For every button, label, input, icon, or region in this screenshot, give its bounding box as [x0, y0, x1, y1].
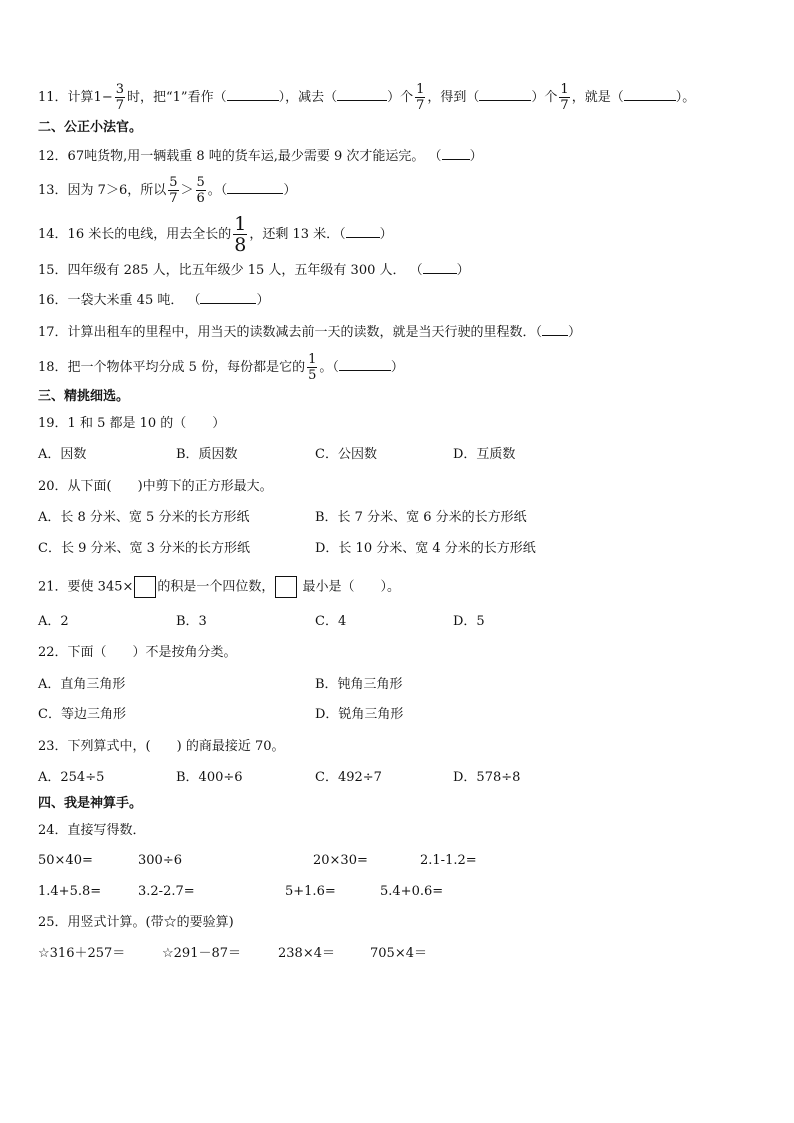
section-2-heading: 二、公正小法官。 — [38, 120, 143, 135]
option-b[interactable]: B．质因数 — [176, 447, 238, 462]
option-c[interactable]: C．等边三角形 — [38, 707, 126, 722]
option-c[interactable]: C．4 — [315, 614, 347, 629]
option-d[interactable]: D．578÷8 — [453, 770, 521, 785]
fraction-1-8: $\frac{1}{8}$ — [234, 213, 247, 256]
section-3-heading: 三、精挑细选。 — [38, 389, 130, 404]
question-17: 17．计算出租车的里程中，用当天的读数减去前一天的读数，就是当天行驶的里程数．（ ） — [38, 325, 582, 340]
option-c[interactable]: C．长 9 分米、宽 3 分米的长方形纸 — [38, 541, 251, 556]
answer-blank[interactable] — [542, 323, 568, 336]
option-a[interactable]: A．直角三角形 — [38, 677, 126, 692]
fraction-3-7: $\frac{3}{7}$ — [115, 82, 124, 113]
answer-blank[interactable] — [423, 261, 457, 274]
answer-blank[interactable] — [442, 147, 470, 160]
calc-item: 300÷6 — [138, 853, 182, 868]
question-11: 11．计算1− $\frac{3}{7}$ 时，把“1”看作（ ），减去（ ）个 $\frac{1}{7}$ ，得到（ ）个 $\frac{1}{7}$ ，就是（ ）。 — [38, 82, 696, 113]
question-25-stem: 25．用竖式计算。(带☆的要验算) — [38, 915, 234, 930]
fraction-1-7: $\frac{1}{7}$ — [416, 82, 425, 113]
calc-item: 2.1-1.2= — [420, 853, 477, 868]
calc-item: 3.2-2.7= — [138, 884, 195, 899]
vertical-calc-item: ☆291－87＝ — [162, 946, 242, 961]
question-18: 18．把一个物体平均分成 5 份，每份都是它的 $\frac{1}{5}$ 。（ ） — [38, 352, 404, 383]
answer-blank[interactable] — [339, 358, 391, 371]
question-14: 14．16 米长的电线，用去全长的 $\frac{1}{8}$ ，还剩 13 米．（ ） — [38, 213, 393, 256]
answer-box[interactable] — [275, 576, 297, 598]
vertical-calc-item: 238×4＝ — [278, 946, 335, 961]
question-22-stem: 22．下面（ ）不是按角分类。 — [38, 645, 237, 660]
option-b[interactable]: B．钝角三角形 — [315, 677, 403, 692]
answer-blank[interactable] — [227, 88, 279, 101]
answer-box[interactable] — [134, 576, 156, 598]
option-a[interactable]: A．因数 — [38, 447, 87, 462]
option-a[interactable]: A．254÷5 — [38, 770, 105, 785]
fraction-5-7: $\frac{5}{7}$ — [169, 175, 178, 206]
answer-blank[interactable] — [479, 88, 531, 101]
question-13: 13．因为 7＞6，所以 $\frac{5}{7}$ ＞ $\frac{5}{6}$ 。（ ） — [38, 175, 297, 206]
fraction-1-7: $\frac{1}{7}$ — [560, 82, 569, 113]
calc-item: 20×30= — [313, 853, 368, 868]
question-21-stem: 21．要使 345× 的积是一个四位数， 最小是（ ）。 — [38, 576, 400, 598]
option-b[interactable]: B．400÷6 — [176, 770, 243, 785]
calc-item: 1.4+5.8= — [38, 884, 102, 899]
question-15: 15．四年级有 285 人，比五年级少 15 人，五年级有 300 人． （ ） — [38, 263, 470, 278]
fraction-1-5: $\frac{1}{5}$ — [308, 352, 317, 383]
question-12: 12．67吨货物,用一辆载重 8 吨的货车运,最少需要 9 次才能运完。 （ ） — [38, 149, 483, 164]
calc-item: 5+1.6= — [285, 884, 336, 899]
section-4-heading: 四、我是神算手。 — [38, 796, 143, 811]
q11-lead: 11．计算1− — [38, 90, 113, 105]
answer-blank[interactable] — [227, 181, 283, 194]
option-d[interactable]: D．长 10 分米、宽 4 分米的长方形纸 — [315, 541, 536, 556]
option-b[interactable]: B．3 — [176, 614, 207, 629]
option-c[interactable]: C．492÷7 — [315, 770, 382, 785]
answer-blank[interactable] — [337, 88, 387, 101]
option-a[interactable]: A．2 — [38, 614, 69, 629]
answer-blank[interactable] — [346, 225, 380, 238]
option-d[interactable]: D．互质数 — [453, 447, 516, 462]
option-d[interactable]: D．5 — [453, 614, 485, 629]
fraction-5-6: $\frac{5}{6}$ — [196, 175, 205, 206]
question-20-stem: 20．从下面( )中剪下的正方形最大。 — [38, 479, 273, 494]
answer-blank[interactable] — [624, 88, 676, 101]
answer-blank[interactable] — [200, 291, 256, 304]
vertical-calc-item: ☆316＋257＝ — [38, 946, 126, 961]
calc-item: 5.4+0.6= — [380, 884, 444, 899]
question-19-stem: 19．1 和 5 都是 10 的（ ） — [38, 416, 226, 431]
question-24-stem: 24．直接写得数． — [38, 823, 146, 838]
calc-item: 50×40= — [38, 853, 93, 868]
option-b[interactable]: B．长 7 分米、宽 6 分米的长方形纸 — [315, 510, 527, 525]
question-16: 16．一袋大米重 45 吨． （ ） — [38, 293, 270, 308]
vertical-calc-item: 705×4＝ — [370, 946, 427, 961]
option-d[interactable]: D．锐角三角形 — [315, 707, 404, 722]
option-c[interactable]: C．公因数 — [315, 447, 377, 462]
option-a[interactable]: A．长 8 分米、宽 5 分米的长方形纸 — [38, 510, 250, 525]
question-23-stem: 23．下列算式中，( ) 的商最接近 70。 — [38, 739, 285, 754]
